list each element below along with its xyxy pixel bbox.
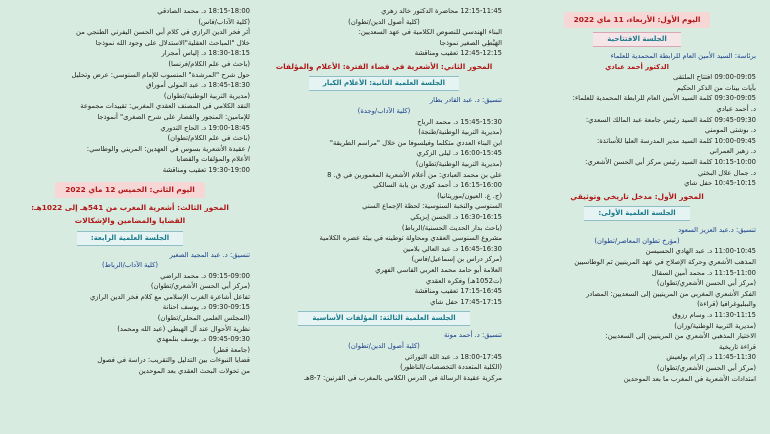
- program-line: د. جمال علال البختي: [698, 168, 756, 177]
- program-line: علي بن محمد العبادي: من أعلام الأشعرية المغمورين في ق. 8: [327, 170, 502, 179]
- program-line: 11:45-11:30 د. إكرام بولعيش: [666, 353, 756, 362]
- day-one-badge: اليوم الأول: الأربعاء، 11 ماي 2022: [564, 12, 711, 28]
- program-line: (جامعة قطر): [213, 345, 250, 354]
- program-line: د. بوشتى المومني: [704, 126, 756, 135]
- program-line: حول شرح "المرشدة" المنسوب للإمام السنوسي: عرض وتحليل: [71, 70, 250, 79]
- program-line: (باحث بدار الحديث الحسنية/الرباط): [401, 223, 502, 232]
- program-line: 12:45-12:15 تعقيب ومناقشة: [414, 49, 502, 58]
- program-line: (مركز أبي الحسن الأشعري/تطوان): [150, 282, 250, 291]
- program-line: ابن البناء العددي متكلما وفيلسوفا من خلال "مراسم الطريقة": [329, 138, 502, 147]
- program-line: 17:45-17:15 حفل شاي: [430, 297, 502, 306]
- program-line: مشروع السنوسي العقدي ومحاولة توطينه في بيئة عصره الكلامية: [319, 234, 502, 243]
- program-line: تنسيق: د. أحمد مونة: [444, 331, 502, 340]
- program-line: قضايا النبوءات بين التدليل والتقريب: دراسة في فصول: [97, 356, 250, 365]
- session-one-lines: [518, 225, 756, 384]
- session-two-lines: [266, 95, 502, 307]
- program-line: (المجلس العلمي المحلي/تطوان): [157, 314, 250, 323]
- program-line: مركزية عقيدة الرسالة في الدرس الكلامي بالمغرب في القرنين: 7-8هـ: [304, 373, 502, 382]
- opening-lines: [518, 51, 756, 189]
- program-line: 19:30-19:00 تعقيب ومناقشة: [162, 165, 250, 174]
- program-line: (مديرية التربية الوطنية/وزان): [674, 321, 756, 330]
- program-line: 11:00-10:45 د. عبد الهادي الحسيسن: [645, 247, 756, 256]
- program-line: (ت1052هـ) وفكره العقدي: [425, 276, 502, 285]
- program-line: (مؤرخ تطوان المعاصر/تطوان): [594, 236, 680, 245]
- program-line: من تحولات البحث العقدي بعد الموحدين: [138, 367, 250, 376]
- program-line: 11:15-11:00 د. محمد أمين السقال: [651, 268, 756, 277]
- program-line: للإمامين: المنجور والقصار على شرح الصغرى" أنموذجا: [97, 112, 250, 121]
- program-line: أثر فخر الدين الرازي في كلام أبي الحسن اليفرني الطنجي من: [76, 28, 250, 37]
- program-line: (باحث في علم الكلام/فرنسا): [168, 59, 250, 68]
- program-line: 18:15-18:00 د. محمد الصادقي: [157, 7, 250, 15]
- program-line: (كلية الآداب/الرباط): [102, 261, 158, 270]
- column-day-one-morning: [518, 6, 756, 430]
- program-line: 09:30-09:05 كلمة السيد الأمين العام للرابطة المحمدية للعلماء:: [572, 94, 756, 103]
- axis-one-title: المحور الأول: مدخل تاريخي وتوثيقي: [570, 191, 704, 201]
- program-line: 15:45-15:30 د. محمد الرباح: [417, 117, 502, 126]
- program-line: 10:45-10:15 حفل شاي: [684, 179, 756, 188]
- axis-two-title: المحور الثاني: الأشعرية في فضاء الفترة: الأعلام والمؤلفات: [275, 61, 493, 71]
- program-line: (ج. ع. العيون/موريتانيا): [437, 191, 502, 200]
- program-line: العلامة أبو حامد محمد العربي الفاسي الفهري: [375, 265, 502, 274]
- program-line: 12:15-11:45 محاضرة الدكتور خالد زهري: [381, 7, 502, 15]
- session-two-title: الجلسة العلمية الثانية: الأعلام الكبار: [309, 76, 459, 91]
- program-line: تنسيق: د.عبد العزيز السعود: [678, 226, 756, 235]
- session-three-title: الجلسة العلمية الثالثة: المؤلفات الأساسية: [298, 311, 469, 326]
- program-line: 10:00-09:45 كلمة السيد مدير المدرسة العليا للأساتذة:: [596, 136, 756, 145]
- program-line: 19:00-18:45 د. الحاج التدوري: [160, 123, 250, 132]
- program-line: 09:45-09:30 د. يوسف بنلمهدي: [156, 335, 250, 344]
- program-line: 17:15-16:45 تعقيب ومناقشة: [414, 287, 502, 296]
- program-line: (مديرية التربية الوطنية/طنجة): [418, 128, 502, 137]
- session-one-title: الجلسة العلمية الأولى:: [584, 206, 689, 221]
- program-line: بآيات بينات من الذكر الحكيم: [676, 83, 756, 92]
- program-line: 16:45-16:30 د. عبد العالي بلامين: [402, 244, 502, 253]
- program-line: 16:15-16:00 د. أحمد كوري بن يابة السالكي: [373, 181, 502, 190]
- program-line: د. أحمد عبادي: [716, 104, 756, 113]
- program-line: 10:15-10:00 كلمة السيد رئيس مركز أبي الحسن الأشعري:: [585, 157, 756, 166]
- session-opening-title: الجلسة الافتتاحية: [593, 32, 680, 47]
- program-line: (مركز دراس بن إسماعيل/فاس): [411, 255, 502, 264]
- program-line: النقد الكلامي في المصنف العقدي المغربي: تقييدات مجموعة: [80, 102, 250, 111]
- program-line: 09:30-09:15 د. يوسف احنانة: [162, 303, 250, 312]
- program-line: (كلية أصول الدين/تطوان): [348, 17, 420, 26]
- session-four-title: الجلسة العلمية الرابعة:: [77, 231, 183, 246]
- day-two-badge: اليوم الثاني: الخميس 12 ماي 2022: [55, 182, 205, 198]
- program-line: تنسيق: د. عبد القادر بطار: [429, 96, 502, 105]
- program-line: برئاسة: السيد الأمين العام للرابطة المحمدية للعلماء: [610, 52, 756, 60]
- program-line: البناء الهندسي للنصوص الكلامية في عهد السعديين:: [358, 28, 502, 37]
- session-three-lines: [266, 330, 502, 383]
- program-line: (مركز أبي الحسن الأشعري/تطوان): [656, 279, 756, 288]
- program-line: الاختيار المذهبي الأشعري من المرينيين إلى السعديين:: [605, 332, 756, 341]
- program-line: 09:00-09:05 افتتاح الملتقى: [673, 73, 756, 82]
- program-line: امتدادات الأشعرية في المغرب ما بعد الموحدين: [623, 374, 756, 383]
- program-line: المذهب الأشعري وحركة الإصلاح في عهد المرينيين ثم الوطاسيين: [574, 258, 756, 266]
- program-line: قراءة تاريخية: [718, 342, 756, 351]
- program-line: والببليوغرافيا (قراءة): [697, 300, 756, 309]
- program-line: (مركز أبي الحسن الأشعري/تطوان): [656, 363, 756, 372]
- program-line: 16:30-16:15 د. الحسن إبزيكي: [410, 213, 502, 221]
- program-line: الدكتور أحمد عبادي: [605, 62, 669, 71]
- session-four-lines: [10, 250, 250, 377]
- program-line: / عقيدة الأشعرية بسوس في العهدين: المريني والوطاسي:: [86, 144, 250, 153]
- program-line: السنوسي والنخبة السنوسية: لحظة الإجماع السني: [362, 202, 502, 211]
- program-line: خلال "المباحث العقلية"الاستدلال على وجود الله نموذجا: [95, 38, 250, 47]
- program-line: (كلية الآداب/فاس): [198, 17, 250, 26]
- program-line: 18:45-18:30 د. عبد المولى أموراق: [146, 81, 250, 90]
- program-line: الهَبْطِي الصغير نموذجا: [439, 38, 502, 47]
- program-line: (مديرية التربية الوطنية/تطوان): [415, 160, 502, 169]
- program-line: نظرية الأحوال عند آل الهبطي (عبد الله ومحمد): [117, 324, 250, 333]
- program-line: (كلية أصول الدين/تطوان): [348, 341, 420, 350]
- program-line: 18:30-18:15 د. إلياس أمجرار: [161, 49, 250, 58]
- program-line: (الكلية المتعددة التخصصات/الناظور): [400, 363, 502, 372]
- axis-three-title-line2: القضايا والمضامين والإشكالات: [74, 216, 186, 225]
- program-line: 18:00-17:45 د. عبد الله التوراتي: [404, 352, 502, 361]
- column-day-one-afternoon: [266, 6, 502, 430]
- program-line: 11:30-11:15 د. وسام رزوق: [672, 310, 756, 319]
- program-line: تفاعل أشاعرة الغرب الإسلامي مع كلام فخر الدين الرازي: [89, 292, 250, 301]
- program-line: 16:00-15:45 د. ليلى الزكري: [416, 149, 502, 158]
- program-line: 09:15-09:00 د. محمد الراضي: [160, 271, 250, 280]
- program-line: الفكر الأشعري المغربي من المرينيين إلى السعديين: المصادر: [585, 289, 756, 298]
- program-line: (باحث في علم الكلام/تطوان): [167, 134, 250, 143]
- evening-lines: [10, 6, 250, 176]
- program-line: (كلية الآداب/وجدة): [357, 107, 411, 116]
- program-line: تنسيق: د. عبد المجيد الصغير: [169, 250, 250, 259]
- program-line: 09:45-09:30 كلمة السيد رئيس جامعة عبد المالك السعدي:: [585, 115, 756, 124]
- program-line: الأعلام والمؤلفات والقضايا: [176, 155, 250, 164]
- column-day-two: [10, 6, 250, 430]
- program-line: د. زهير العمراني: [709, 147, 756, 156]
- program-line: (مديرية التربية الوطنية/تطوان): [163, 91, 250, 100]
- lecture-lines: [266, 6, 502, 59]
- axis-three-title-line1: المحور الثالث: أشعرية المغرب من 541هـ إلى 1022هـ:: [31, 202, 229, 212]
